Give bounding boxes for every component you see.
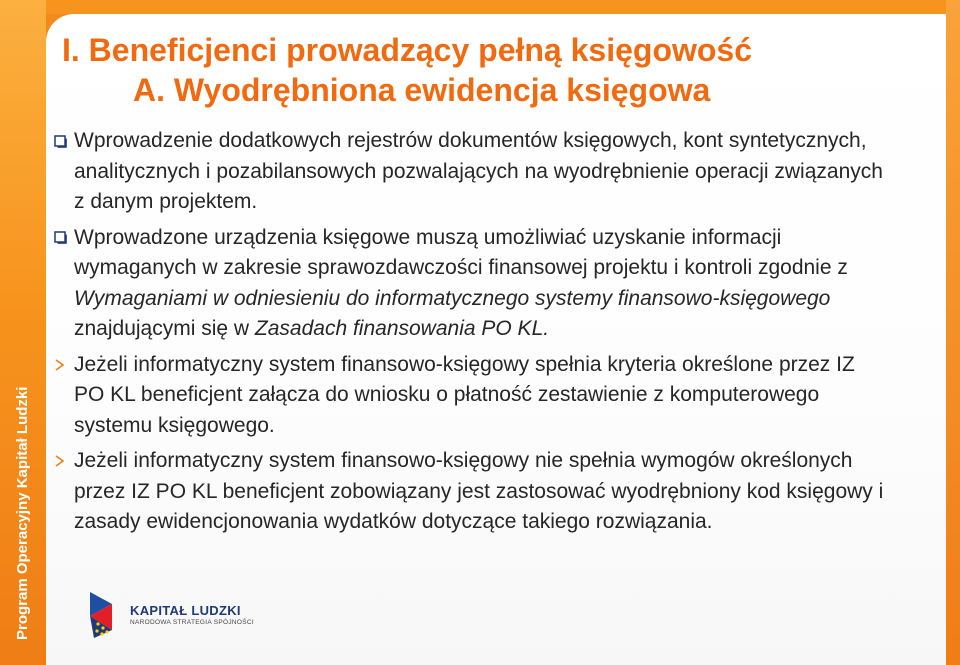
logo-subtitle: NARODOWA STRATEGIA SPÓJNOŚCI <box>130 618 254 626</box>
requirements-document-reference: Wymaganiami w odniesieniu do informatycznego systemy finansowo-księgowego <box>74 286 831 310</box>
list-item-text: Wprowadzenie dodatkowych rejestrów dokumentów księgowych, kont syntetycznych, analitycznych i pozabilansowych pozwalających na wyodrębnienie operacji związanych z danym projektem. <box>74 129 883 213</box>
list-item-text-part: znajdującymi się w <box>74 317 255 340</box>
left-side-bar <box>0 0 46 665</box>
square-bullet-icon <box>50 223 70 253</box>
list-item <box>74 350 889 442</box>
list-item <box>74 446 889 538</box>
list-item <box>74 223 889 345</box>
arrow-bullet-icon <box>50 350 70 380</box>
right-side-bar <box>946 0 960 665</box>
rules-document-reference: Zasadach finansowania PO KL. <box>254 317 550 340</box>
list-item-text: Jeżeli informatyczny system finansowo-księgowy nie spełnia wymogów określonych przez IZ PO KL beneficjent zobowiązany jest zastosować wyodrębniony kod księgowy i zasady ewidencjonowania wydatków dotyczące takiego rozwiązania. <box>74 449 884 533</box>
list-item <box>74 126 889 218</box>
logo-name: KAPITAŁ LUDZKI <box>130 602 241 618</box>
square-bullet-icon <box>50 126 70 156</box>
slide-title-line-2: A. Wyodrębniona ewidencja księgowa <box>133 72 711 108</box>
arrow-bullet-icon <box>50 446 70 476</box>
slide-title-line-1: I. Beneficjenci prowadzący pełną księgowość <box>62 32 753 68</box>
kapital-ludzki-logo <box>86 580 276 650</box>
top-bar <box>46 0 960 14</box>
list-item-text: Jeżeli informatyczny system finansowo-księgowy spełnia kryteria określone przez IZ PO KL beneficjent załącza do wniosku o płatność zestawienie z komputerowego systemu księgowego. <box>74 352 855 437</box>
side-program-label: Program Operacyjny Kapitał Ludzki <box>14 386 31 640</box>
logo-text <box>130 604 254 627</box>
list-item-text <box>74 223 889 345</box>
logo-emblem-icon <box>86 590 120 640</box>
list-item-text-part: Wprowadzone urządzenia księgowe muszą umożliwiać uzyskanie informacji wymaganych w zakresie sprawozdawczości finansowej projektu i kontroli zgodnie z <box>74 225 848 279</box>
bullet-list <box>74 126 889 538</box>
